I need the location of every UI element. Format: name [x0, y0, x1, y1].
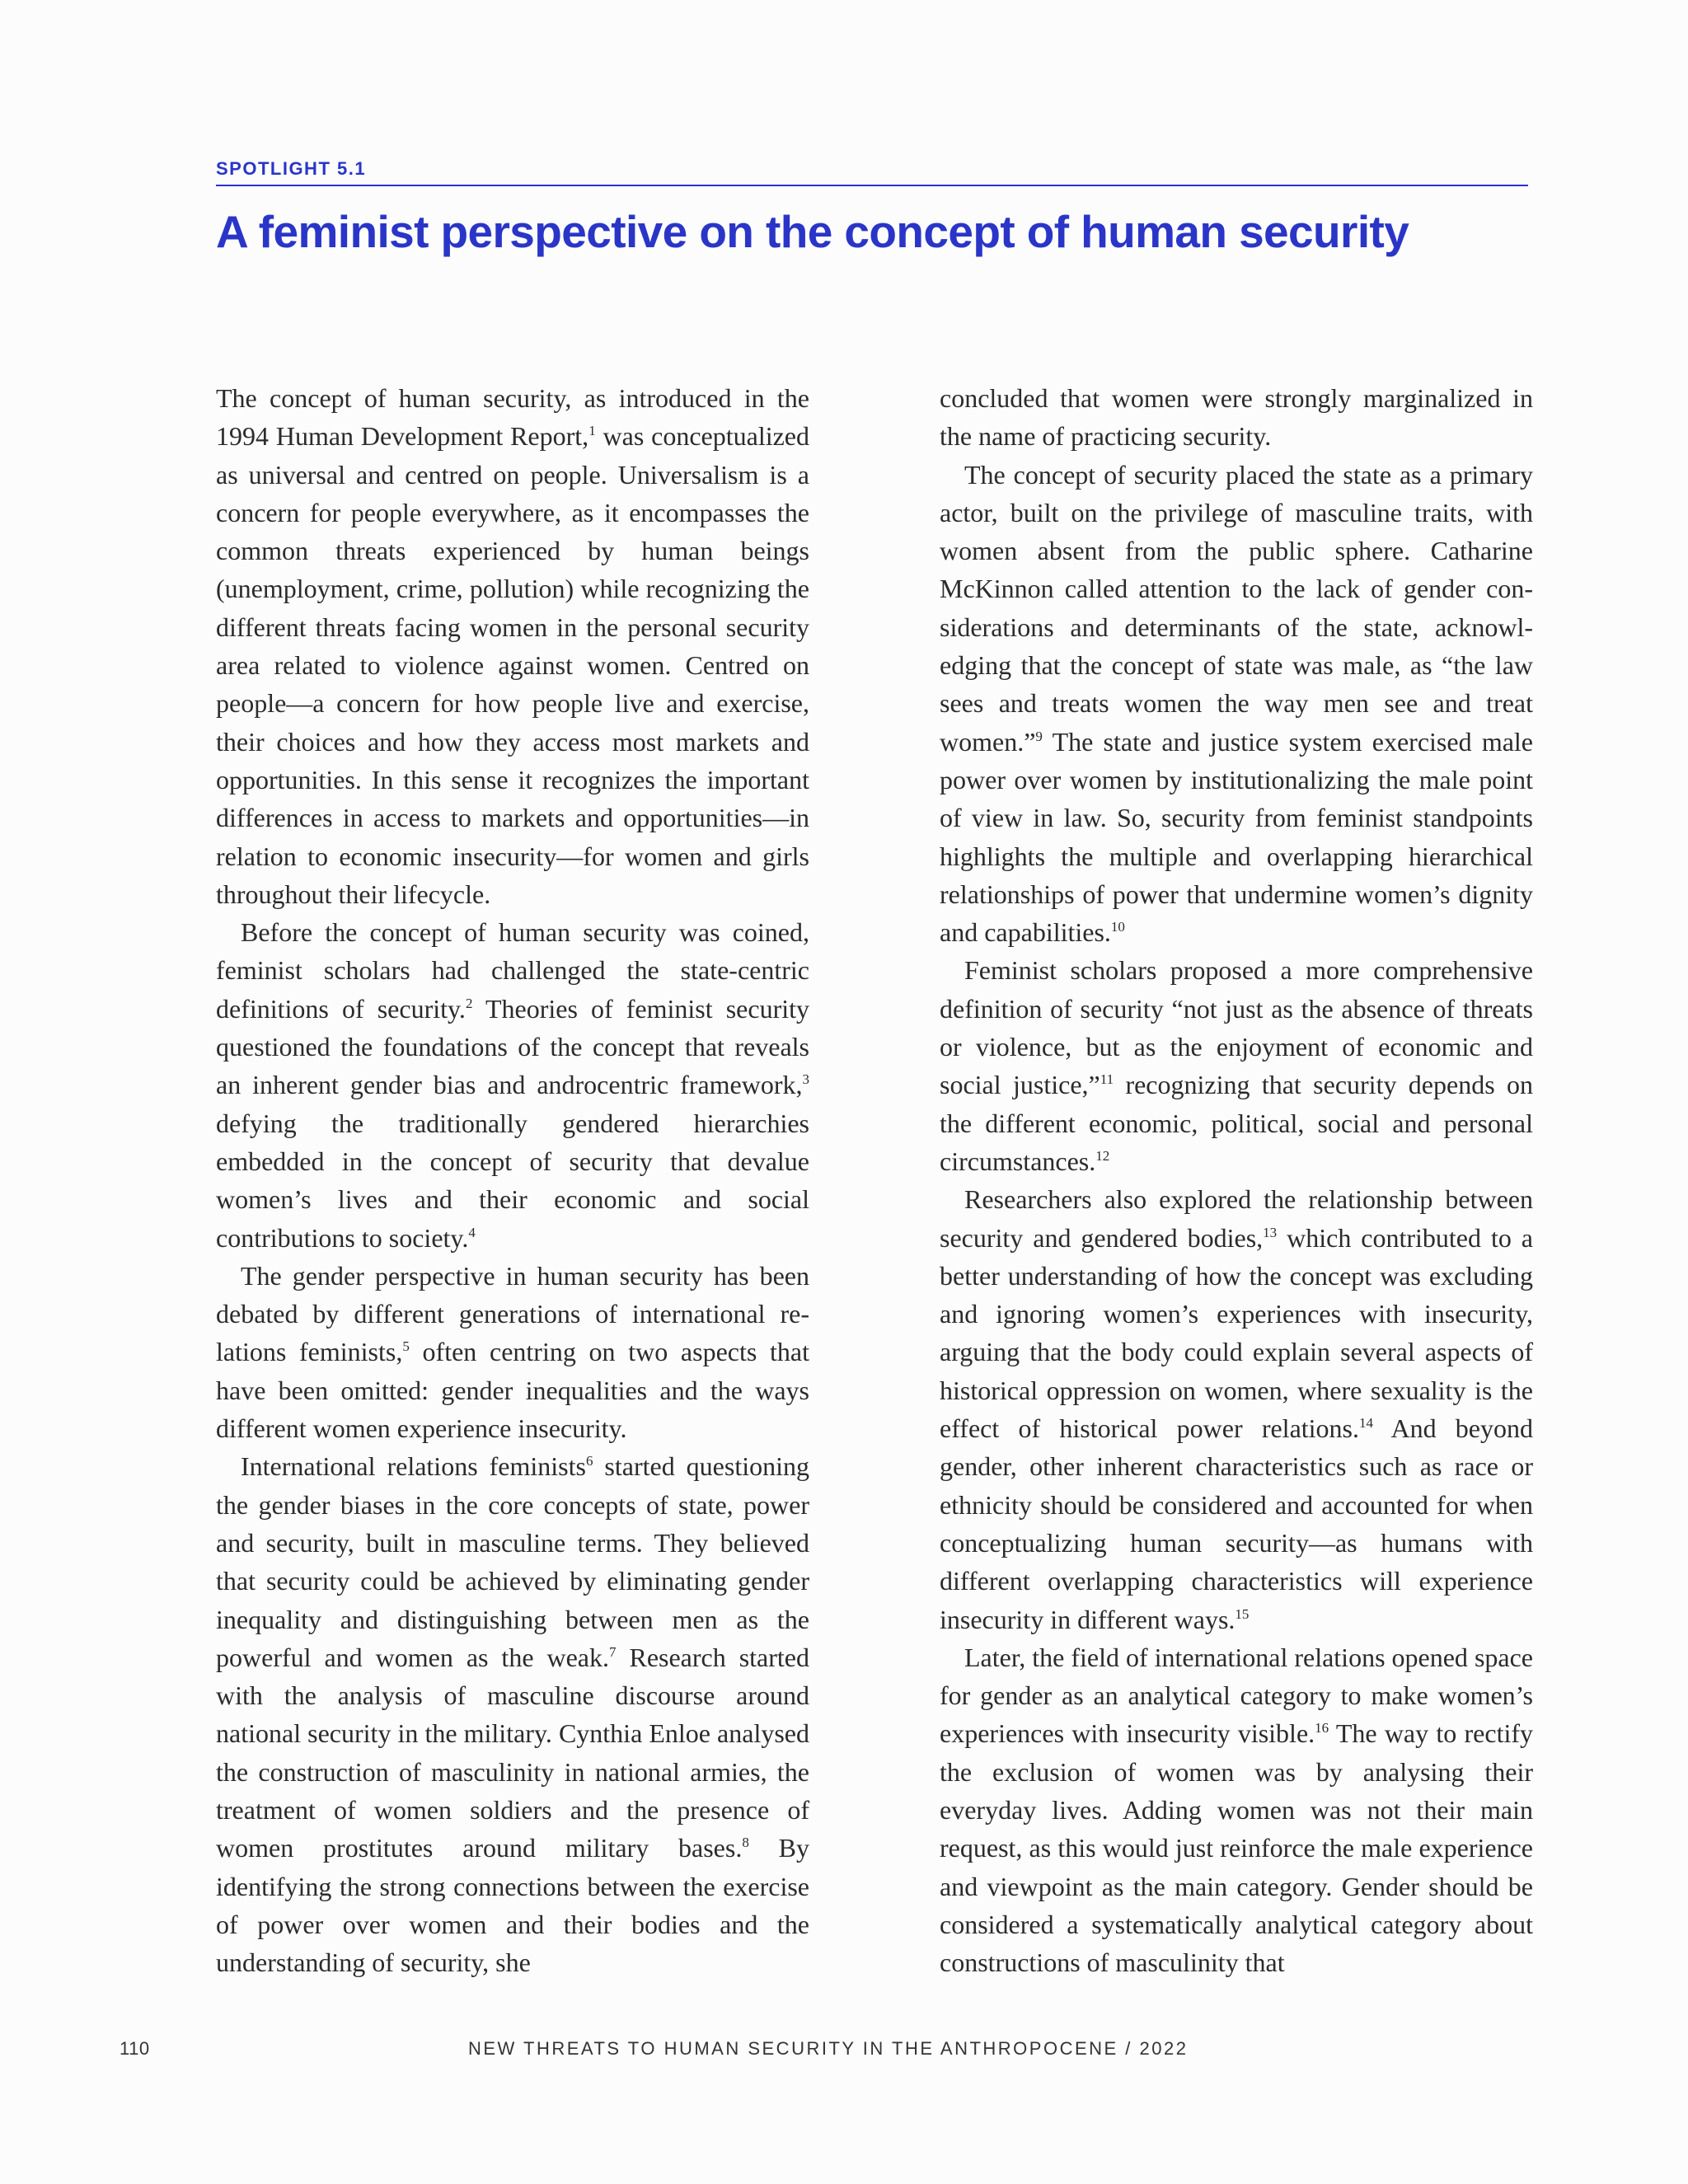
- paragraph: Later, the field of international relations opened space for gender as an analytical category to make women’s experiences with insecurity visible.$^{16}$ The way to rectify the exclusion of women was by analysing their everyday lives. Adding women was not their main request, as this would just reinforce the male experience and viewpoint as the main category. Gender should be considered a systematically analytical category about constructions of masculinity that: [940, 1642, 1534, 1978]
- footnote-ref[interactable]: 14: [1359, 1415, 1374, 1432]
- paragraph: concluded that women were strongly marginalized in the name of practicing security.: [940, 383, 1533, 452]
- paragraph: Researchers also explored the relationship between security and gendered bodies,$^{13}$ which contributed to a better understanding of how the concept was excluding and ignoring women’s experiences with insecurity, arguing that the body could explain several aspects of historical oppression on women, where sexuality is the effect of historical power relations.$^{14}$ And beyond gender, other inherent characteristics such as race or ethnicity should be considered and accounted for when conceptualizing human security—as humans with different overlapping characteristics will experience insecurity in different ways.$^{15}$: [940, 1184, 1534, 1634]
- footnote-ref[interactable]: 11: [1100, 1071, 1114, 1088]
- section-kicker: SPOTLIGHT 5.1: [216, 158, 367, 179]
- footnote-ref[interactable]: 10: [1110, 919, 1125, 935]
- paragraph: Before the concept of human security was coined, feminist scholars had challenged the state-centric definitions of security.$^2$ Theories of feminist security questioned the foundations of the concept that reveals an inherent gender bias and androcentric framework,$^3$ defying the traditionally gendered hierarchies embedded in the concept of security that devalue women’s lives and their economic and social contributions to society.$^4$: [216, 917, 810, 1253]
- footnote-ref[interactable]: 4: [468, 1224, 476, 1240]
- footnote-ref[interactable]: 5: [402, 1338, 410, 1355]
- footnote-ref[interactable]: 3: [802, 1071, 809, 1088]
- header-divider: [216, 185, 1528, 186]
- footnote-ref[interactable]: 8: [742, 1835, 749, 1851]
- paragraph: The concept of security placed the state as a primary actor, built on the privilege of masculine traits, with women absent from the public sphere. Catharine McKinnon called attention to the lack of gender considerations and determinants of the state, acknowledging that the concept of state was male, as “the law sees and treats women the way men see and treat women.”$^9$ The state and justice system exercised male power over women by institutionalizing the male point of view in law. So, security from feminist standpoints highlights the multiple and overlapping hierarchical relationships of power that undermine women’s dignity and capabilities.$^{10}$: [940, 459, 1533, 948]
- paragraph: International relations feminists$^6$ started questioning the gender biases in the core concepts of state, power and security, built in masculine terms. They believed that security could be achieved by eliminating gender inequality and distinguishing between men as the powerful and women as the weak.$^7$ Research started with the analysis of masculine discourse around national security in the military. Cynthia Enloe analysed the construction of masculinity in national armies, the treatment of women soldiers and the presence of women prostitutes around military bases.$^8$ By identifying the strong connections between the exercise of power over women and their bodies and the understanding of security, she: [216, 1451, 810, 1978]
- page-number: 110: [120, 2038, 150, 2059]
- paragraph: Feminist scholars proposed a more comprehensive definition of security “not just as the absence of threats or violence, but as the enjoyment of economic and social justice,”$^{11}$ recognizing that security depends on the different economic, political, social and personal circumstances.$^{12}$: [940, 955, 1533, 1176]
- footnote-ref[interactable]: 7: [609, 1643, 617, 1660]
- footnote-ref[interactable]: 9: [1035, 728, 1043, 744]
- paragraph: The gender perspective in human security has been debated by different generations of international relations feminists,$^5$ often centring on two aspects that have been omitted: gender inequalities and the ways different women experience insecurity.: [216, 1260, 810, 1444]
- page-title: A feminist perspective on the concept of human security: [216, 206, 1409, 257]
- page-footer: [0, 2038, 1688, 2063]
- footnote-ref[interactable]: 1: [588, 423, 596, 439]
- paragraph: The concept of human security, as introduced in the 1994 Human Development Report,$^1$ was conceptualized as universal and centred on people. Universalism is a concern for people everywhere, as it encompasses the common threats experienced by human beings (unemployment, crime, pollution) while recognizing the different threats facing women in the personal security area related to violence against women. Centred on people—a concern for how people live and exercise, their choices and how they access most markets and opportunities. In this sense it recognizes the important differences in access to markets and opportunities—in relation to economic insecurity—for women and girls throughout their lifecycle.: [216, 383, 810, 909]
- running-title: NEW THREATS TO HUMAN SECURITY IN THE ANTHROPOCENE / 2022: [468, 2038, 1189, 2059]
- footnote-ref[interactable]: 2: [465, 995, 473, 1011]
- spotlight-header: [216, 157, 1528, 260]
- footnote-ref[interactable]: 16: [1315, 1720, 1329, 1736]
- footnote-ref[interactable]: 6: [585, 1453, 593, 1469]
- footnote-ref[interactable]: 15: [1235, 1605, 1250, 1622]
- body-column-right: [940, 379, 1533, 1981]
- footnote-ref[interactable]: 12: [1095, 1147, 1110, 1164]
- footnote-ref[interactable]: 13: [1263, 1224, 1278, 1240]
- body-column-left: [216, 379, 809, 1981]
